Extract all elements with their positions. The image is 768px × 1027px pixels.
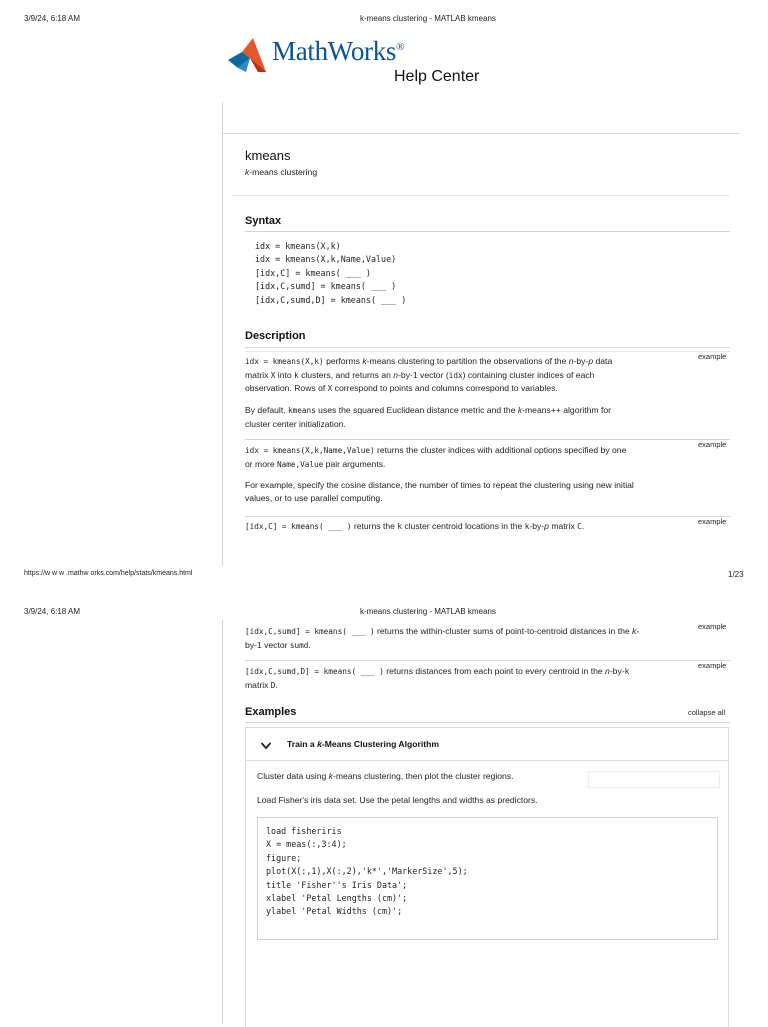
example-panel: [245, 727, 729, 1027]
description-paragraph: idx = kmeans(X,k,Name,Value) returns the cluster indices with additional options specified by one or more Name,Value pair arguments.: [245, 445, 627, 469]
title-divider: [232, 195, 730, 196]
syntax-line: [idx,C,sumd] = kmeans( ___ ): [255, 281, 397, 292]
description-paragraph: For example, specify the cosine distance, the number of times to repeat the clustering using new initial values, or to use parallel computing.: [245, 480, 634, 503]
print-footer-url[interactable]: https://w w w .mathw orks.com/help/stats/kmeans.html: [24, 570, 193, 577]
mathworks-logo-icon[interactable]: [226, 36, 270, 76]
syntax-line: [idx,C,sumd,D] = kmeans( ___ ): [255, 294, 407, 305]
brand-text: MathWorks: [272, 36, 397, 66]
code-line: xlabel 'Petal Lengths (cm)';: [266, 893, 408, 904]
code-line: plot(X(:,1),X(:,2),'k*','MarkerSize',5);: [266, 866, 468, 877]
syntax-rule: [245, 231, 730, 232]
example-link[interactable]: example: [698, 440, 727, 449]
example-link[interactable]: example: [698, 661, 727, 670]
syntax-line: [idx,C] = kmeans( ___ ): [255, 267, 371, 278]
collapse-all-link[interactable]: collapse all: [688, 708, 726, 717]
registered-mark: ®: [396, 41, 405, 53]
mathworks-brand[interactable]: [272, 36, 404, 67]
chevron-down-icon[interactable]: [260, 738, 272, 748]
print-header-date: 3/9/24, 6:18 AM: [24, 14, 81, 23]
example-paragraph: Load Fisher's iris data set. Use the petal lengths and widths as predictors.: [257, 795, 538, 805]
description-paragraph: [idx,C,sumd,D] = kmeans( ___ ) returns distances from each point to every centroid in the n-by-k matrix D.: [245, 666, 630, 690]
d3-rule: [245, 516, 730, 517]
page-subtitle: k-means clustering: [245, 167, 318, 177]
description-rule: [245, 347, 730, 348]
syntax-line: idx = kmeans(X,k,Name,Value): [255, 254, 397, 265]
print-header-date: 3/9/24, 6:18 AM: [24, 607, 81, 616]
code-line: X = meas(:,3:4);: [266, 839, 347, 850]
example-header[interactable]: [246, 728, 728, 761]
code-line: load fisheriris: [266, 826, 342, 836]
print-footer-page: 1/23: [728, 570, 744, 579]
d5-rule: [245, 660, 730, 661]
example-link[interactable]: example: [698, 622, 727, 631]
syntax-block: [255, 240, 406, 307]
d1-rule: [245, 351, 730, 352]
help-center-label[interactable]: Help Center: [394, 68, 480, 85]
code-line: title 'Fisher''s Iris Data';: [266, 879, 408, 890]
examples-rule: [245, 722, 730, 723]
example-paragraph: Cluster data using k-means clustering, then plot the cluster regions.: [257, 771, 514, 781]
page-title: kmeans: [245, 148, 291, 163]
description-heading: Description: [245, 330, 306, 342]
example-link[interactable]: example: [698, 352, 727, 361]
example-link[interactable]: example: [698, 517, 727, 526]
description-paragraph: idx = kmeans(X,k) performs k-means clustering to partition the observations of the n-by-p data matrix X into k clusters, and returns an n-by-1 vector (idx) containing cluster indices of each observation. Rows of X correspond to points and columns correspond to variables.: [245, 356, 613, 394]
left-rail-divider: [222, 102, 223, 566]
description-paragraph: [idx,C,sumd] = kmeans( ___ ) returns the within-cluster sums of point-to-centroid distances in the k- by-1 vector sumd.: [245, 626, 640, 650]
example-title[interactable]: Train a k-Means Clustering Algorithm: [287, 739, 440, 749]
examples-heading: Examples: [245, 706, 297, 718]
top-divider: [222, 133, 740, 134]
syntax-line: idx = kmeans(X,k): [255, 241, 341, 251]
code-line: ylabel 'Petal Widths (cm)';: [266, 906, 403, 917]
code-block: [257, 817, 718, 940]
code-lines: [266, 825, 468, 919]
print-header-title: k-means clustering - MATLAB kmeans: [360, 607, 496, 616]
example-toolbar-box: [588, 771, 720, 788]
d2-rule: [245, 439, 730, 440]
syntax-heading: Syntax: [245, 215, 282, 227]
left-rail-divider: [222, 620, 223, 1024]
code-line: figure;: [266, 852, 302, 863]
description-paragraph: [idx,C] = kmeans( ___ ) returns the k cluster centroid locations in the k-by-p matrix C.: [245, 521, 585, 531]
print-header-title: k-means clustering - MATLAB kmeans: [360, 14, 496, 23]
description-paragraph: By default, kmeans uses the squared Euclidean distance metric and the k-means++ algorithm for cluster center initialization.: [245, 405, 611, 429]
